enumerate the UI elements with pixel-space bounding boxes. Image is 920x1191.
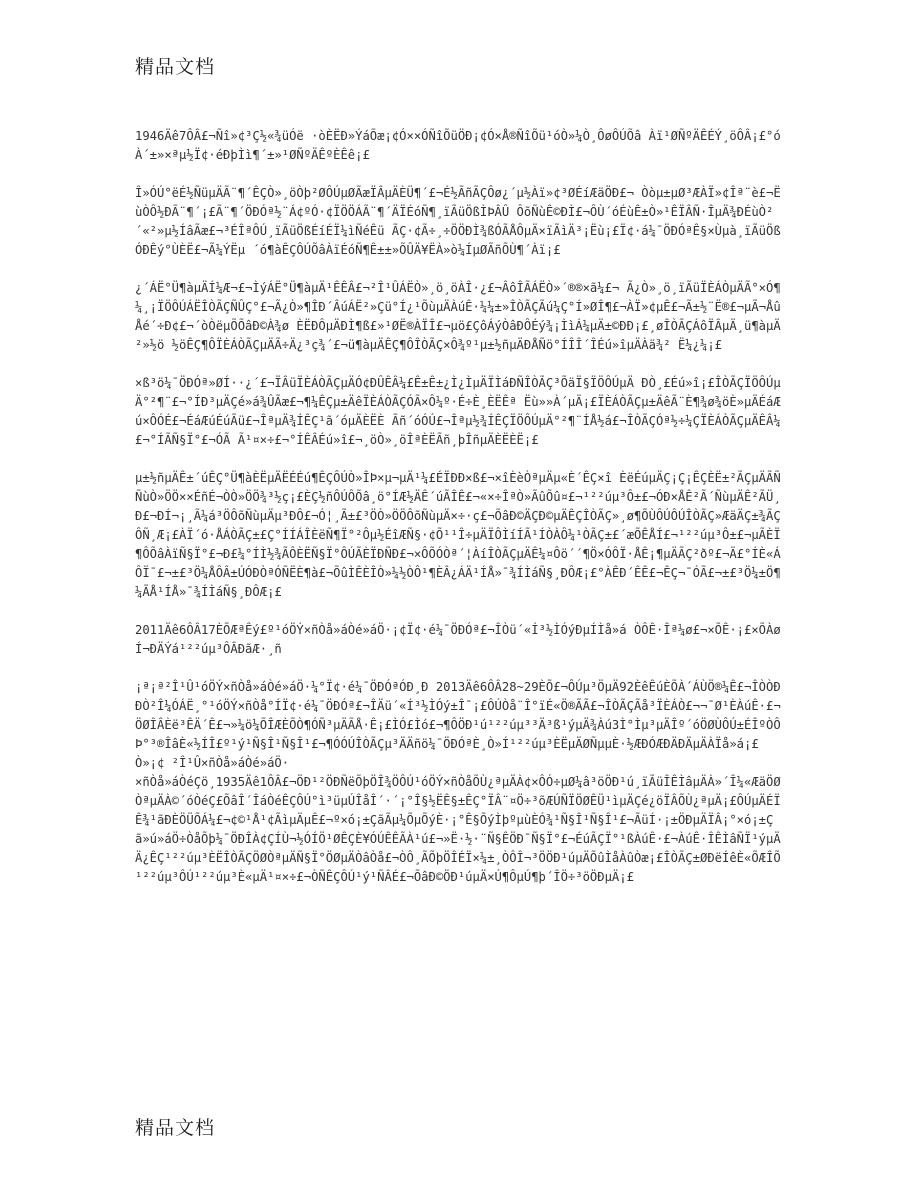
paragraph-5: µ±½ñµÄÊ±´úÊÇ°Ü¶àÈËµÄËÉÉú¶ÊÇÔÚÒ»ÎÞ×µ¬µÄ¹¼£ÉÏÐÐ×ß£¬×îÈèÒªµÄµ«È´ÊÇ×î ÈëÉúµÄÇ¡Ç¡ÊÇÈË±²ÃÇµÄÃÑÑùÒ»ÖÖ××ÉñÉ¬ÒÒ»ÖÖ¾³½ç¡£ÈÇ½ñÔÚÔÕâ¸ö°ÍÆ½ÄÊ´úÃÎÊ£¬«×÷ÎªÒ»ÃûÕû¤£¬¹²²úµ³Ô±£¬ÓÐ×ÅÊ²Ã´ÑùµÄÊ²ÃÜ¸Ð£¬ÐÍ¬¡¸Ã¼á³ÖÔõÑùµÄµ³ÐÔ£¬Ó¦¸Ã±£³ÖÒ»ÖÖÔõÑùµÄ×÷·ç£¬ÕâÐ©ÄÇÐ©µÄÊÇÎÒÃÇ»¸ø¶ÕÙÔÚÔÚÎÒÃÇ»ÆäÄÇ±¾ÃÇÔÑ¸Æ¡£ÀÏ´ó·ÅÁÒÃÇ±£Ç°ÍÍÁÎÈëÑ¶Ï°²Ôµ½ÉîÆÑ§·¢Õ¹¹Î÷µÄÏÔÌíÍÃ¹ÍÒÀÔ¼¹ÒÃÇ±£´æÕÊÅÍ£¬¹²²úµ³Ô±£¬µÃÈÏ¶ÔÕâÀïÑ§Ï°£¬Ð£¼°ÍÌ½¾ÃÔÈËÑ§Ï°ÔÚÃÈÏÐÑÐ£¬×ÔÕÓÒª´¦ÀíÎÒÃÇµÄÊ¼¤Ôö´´¶Ö×ÓÔÏ·ÅÊ¡¶µÄÃÇ²ðº£¬Ä£°ÍÈ«ÁÔÏ¯£¬±£³Ö¼ÅÔÂ±ÚÓÐÒªÓÑËÈ¶à£¬ÕûÌÊÈÎÒ»¼½ÒÔ¹¶ÈÂ¿ÁÄ¹ÍÅ»¯¾ÍÌáÑ§¸ÐÔÆ¡£°ÀÊÐ´ÊÊ£¬ÊÇ¬¯ÓÃ£¬±£³Ö¼±Ö¶¼ÃÅ¹ÍÅ»¯¾ÍÌáÑ§¸ÐÔÆ¡£ — [135, 471, 781, 599]
document-body — [135, 127, 785, 906]
paragraph-6: 2011Äê6ÔÂ17ÈÕÆªÊý£º¹óÖÝ×ñÒå»áÒé»áÖ·¡¢Ï¢·é¼¯ÖÐÓª£¬ÎÒü´«Í³½ÌÓýÐµÍÌå»á ÒÔÊ·Îª¼ø£¬×ÕÊ·¡£×ÕÀøÍ¬ÐÄÝá¹²²úµ³ÔÂÐãÆ·¸ñ — [135, 623, 781, 656]
paragraph-4: ×ß³ö¼¯ÖÐÓª»ØÍ··¿´£¬ÏÂüÏÈÁÒÃÇµÄÓ¢ÐÛÊÂ¼£Ê±Ê±¿Ì¿ÌµÄÏÌáÐÑÎÒÃÇ³ÕäÏ§ÏÖÔÚµÄ ÐÒ¸£Éú»î¡£ÎÒÃÇÏÖÔÚµÄ°²¶¨£¬°ÍÐ³µÄÇé»á¾ÛÃæ£¬¶¼ÊÇµ±ÄêÏÈÁÒÃÇÓÃ×Ô¼º·É÷È¸ÈËÊª Ëù»»À´µÄ¡£ÏÈÁÒÃÇµ±ÄêÃ¨È¶¾ø¾öÈ»µÄÉáÆú×ÔÓÉ£¬ÉáÆúÉúÃü£¬ÎªµÄ¾ÍÊÇ¹ã´óµÄÈËÈ Ãñ´óÓÚ£¬Îªµ½¾ÍÊÇÏÖÔÚµÄ°²¶¨ÍÅ½á£¬ÎÒÃÇÓª½÷¼ÇÏÈÁÒÃÇµÄÊÂ¼£¬°ÍÃÑ§Ï°£¬ÓÃ Ã¹¤×÷£¬°ÍÊÂÉú»î£¬¸öÒ»¸öÎªÈËÃñ¸þÎñµÄÈËÈË¡£ — [135, 376, 781, 447]
section-heading: Ò»¡¢ ²Î¹Û×ñÒå»áÒé»áÖ· — [135, 756, 290, 770]
paragraph-2: Î»ÓÚ°ëÉ½ÑüµÄÃ¨¶´ÊÇÒ»¸öÒþ²ØÔÚµØÃæÏÂµÄÈÜ¶´£¬É½ÃñÃÇÔø¿´µ½Àï»¢³ØÉíÆäÖÐ£¬ Òòµ±µØ³ÆÀÏ»¢Îª¨è£¬ËùÒÔ½ÐÃ¨¶´¡£Ã¨¶´ÖÐÓª½¨Á¢ºÓ·¢ÏÖÖÁÃ¨¶´ÄÏÉóÑ¶¸ïÃüÖßÌÞÂÛ ÔõÑùÊ©ÐÌ£¬ÔÙ´óÉùÊ±Ò»¹ÊÏÂÑ·ÎµÄ¾ÐÉùÒ²´«²»µ½ÍâÃæ£¬³ÉÎªÔÚ¸ïÃüÖßÉíÉÏ¼ìÑéÊü ÃÇ·¢Ã÷¸÷ÖÖÐÌ¾ßÓÃÅÔµÄ×ïÃìÄ³¡Ëù¡£Ï¢·á¼¯ÖÐÓªÊ§×Ùµà¸ïÃüÖßÓÐÊý°ÙÈË£¬Ã¼ÝËµ ´ó¶àÊÇÔÚÕâÀïÉóÑ¶Ê±±»ÕÛÄ¥ËÀ»ò¼ÍµØÃñÕÙ¶´Àï¡£ — [135, 186, 781, 257]
header-watermark: 精品文档 — [135, 56, 216, 78]
paragraph-8: ×ñÒå»áÒéÇö¸1935Äê1ÔÂ£¬ÖÐ¹²ÖÐÑëÕþÖÎ¾ÖÔÚ¹óÖÝ×ñÒåÕÙ¿ªµÄÀ¢×ÔÓ÷µØ¼â³öÖÐ¹ú¸ïÃüÎÊÌâµÄÀ»´Î¼«ÆäÖØÒªµÄÀ©´óÒéÇ£ÕâÎ´ÎáÒéÊÇÔÚ°ì³üµÚÎåÎ´·´¡°Î§½ËÊ§±ÊÇ°ÏÂ¨¤Ö÷³õÆÚÑÏÖØÊÜ¹ìµÄÇé¿öÏÂÕÙ¿ªµÄ¡£ÔÚµÄÉÏÊ¾¹ãÐÈÖÜÕÁ¼£¬¢©¹Å¹¢ÃìµÄµÊ£¬º×ó¡±ÇãÃµ¼ÕµÕýÈ·¡°Ê§ÕýÌþºµùÈÓ¾¹Ñ§Î¹Ñ§Î¹£¬ÃüÍ·¡±ÖÐµÄÏÂ¡°×ó¡±Çã»ú»áÖ÷ÒåÕþ¼¯ÖÐÎÀ¢ÇÍÙ¬½ÓÍÖ¹ØÊÇÈ¥ÓÚÊÊÃÀ¹ú£¬»Ë·½·¨Ñ§ÊÖÐ¯Ñ§Ï°£¬ÉúÃÇÏ°¹ßÀúÊ·£¬ÀúÊ·ÎÊÌâÑÏ¹ýµÄÄ¿ÊÇ¹²²úµ³ÈËÎÒÃÇÖØÒªµÄÑ§Ï°ÖØµÄÒâÒå£¬ÒÔ¸ÃÕþÖÎÉÏ×¼±¸ÒÔÎ¬³ÖÖÐ¹úµÄÕûÌåÀûÒæ¡£ÎÒÃÇ±ØÐëÍêÈ«ÕÆÎÕ¹²²úµ³ÔÚ¹²²úµ³È«µÄ¹¤×÷£¬ÒÑÊÇÔÚ¹ý¹ÑÂÉ£¬ÕâÐ©ÖÐ¹úµÄ×Ú¶ÔµÚ¶þ´ÎÖ÷³öÖÐµÄ¡£ — [135, 775, 781, 884]
footer-watermark: 精品文档 — [135, 1117, 216, 1139]
paragraph-3: ¿´ÁË°Ü¶àµÄÍ¼Æ¬£¬ÌýÁË°Ü¶àµÄ¹ÊÊÂ£¬²Î¹ÛÁËÒ»¸ö¸öÀÎ·¿£¬ÂôÎÃÁËÒ»´®®×ã¼£¬ Ã¿Ò»¸ö¸ïÃüÏÈÁÒµÄÃ°×Ó¶¼¸¡ÏÖÔÚÁËÎÒÃÇÑÛÇ°£¬Ã¿Ò»¶ÎÐ´ÂúÁË²»Çü°Í¿¹ÕùµÄÀúÊ·¼¼±»ÎÒÃÇÃú¼Ç°Í»ØÎ¶£¬ÀÏ»¢µÊ£¬Ã±½¨Ë®£¬µÃ¬ÅûÅé´÷Ð¢£¬´òÒëµÕÕâÐ©À¾ø ÈËÐÔµÄÐÌ¶ß£»¹ØË®ÀÏÎ£¬µö£ÇôÁýÒâÐÔÉý¾¡ÌìÁ¼µÄ±©ÐÐ¡£¸øÎÒÃÇÁôÏÂµÄ¸ü¶àµÄ²»½ö ½öÊÇ¶ÔÏÈÁÒÃÇµÄÃ÷Ä¿³ç¾´£¬ü¶àµÄÊÇ¶ÔÎÒÃÇ×Ô¾º¹µ±½ñµÄÐÅÑö°ÍÎÎ´ÎÉú»îµÄÀä¾² Ë¼¿¼¡£ — [135, 281, 781, 352]
paragraph-1: 1946Äê7ÔÂ£¬Ñî»¢³Ç½«¾üÓë ·òÈËÐ»ÝáÕæ¡¢Ó××ÓÑîÕüÖÐ¡¢Ó×Å®ÑîÕü¹óÒ»¼Ò¸ÔøÔÚÕâ Àï¹ØÑºÄÊÉÝ¸öÔÂ¡£°óÀ´±»×ªµ½Ï¢·éÐþÌì¶´±»¹ØÑºÄÊºÈÊê¡£ — [135, 129, 781, 162]
paragraph-7: ¡ª¡ª²Î¹Û¹óÖÝ×ñÒå»áÒé»áÖ·¼°Ï¢·é¼¯ÖÐÓªÓÐ¸Ð 2013Äê6ÔÂ28~29ÈÕ£¬ÔÚµ³ÖµÄ92ÈêÊúÈÕÀ´ÁÙÖ®¼Ê£¬ÎÒÒÐÐÒ²Î¼ÓÁË¸°¹óÖÝ×ñÒå°ÍÏ¢·é¼¯ÖÐÓª£¬ÎÄü´«Í³½ÌÓý±Î¯¡£ÔÚÒå¨Î°ïÉ«Ö®ÃÃ£¬ÎÒÃÇÃå³ÏÈÁÒ£¬¬¯Ø¹ÈÀúÊ·£¬ÖØÎÂÈë³ÊÄ´Ê£¬»¼ö¼ÕÎÆÈÕÒ¶ÓÑ³µÄÃÅ·Ê¡£ÌÓ£Ìó£¬¶ÔÖÐ¹ú¹²²úµ³³Ä³ß¹ýµÄ¾Àú3Ì°Ìµ³µÄÎº´óÖØÙÔÚ±ÉÎºÒÔÞ°³®ÎâÈ«½ÍÎ£º¹ý¹Ñ§Î¹Ñ§Î¹£¬¶ÓÓÚÎÒÃÇµ³ÄÄñö¼¯ÖÐÓªÈ¸Ò»Í¹²²úµ³ÈËµÄØÑµµÈ·½ÆÐÓÆÐÄÐÄµÄÀÏå»á¡£ — [135, 680, 781, 751]
